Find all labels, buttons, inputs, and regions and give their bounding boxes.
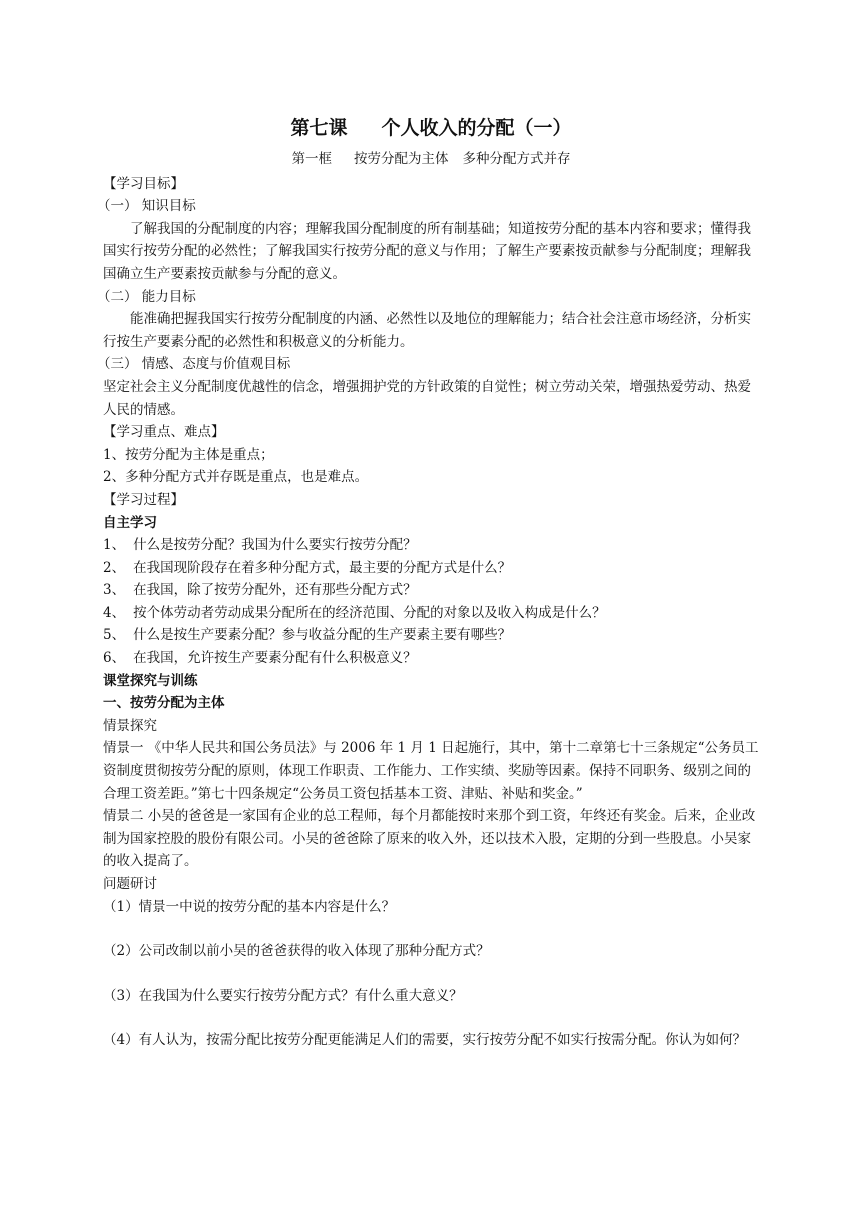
- document-content: [97, 112, 759, 1052]
- keypoints-heading: 【学习重点、难点】: [103, 424, 225, 441]
- knowledge-goal-heading: （一） 知识目标: [97, 198, 196, 215]
- page-title: [103, 112, 759, 144]
- section-one-heading: 一、按劳分配为主体: [103, 695, 225, 712]
- class-section-heading: 课堂探究与训练: [103, 672, 198, 689]
- self-study-item: 6、 在我国，允许按生产要素分配有什么积极意义？: [103, 650, 417, 667]
- self-study-item: 3、 在我国，除了按劳分配外，还有那些分配方式？: [103, 582, 417, 599]
- emotion-goal-heading: （三） 情感、态度与价值观目标: [97, 356, 291, 373]
- scenario-one: 情景一 《中华人民共和国公务员法》与 2006 年 1 月 1 日起施行，其中，第十二章第七十三条规定“公务员工资制度贯彻按劳分配的原则，体现工作职责、工作能力、工作实绩、奖励等因素。保持不同职务、级别之间的合理工资差距。”第七十四条规定“公务员工资包括基本工资、津贴、补贴和奖金。”: [103, 740, 759, 802]
- self-study-item: 4、 按个体劳动者劳动成果分配所在的经济范围、分配的对象以及收入构成是什么？: [103, 604, 606, 621]
- self-study-item: 2、 在我国现阶段存在着多种分配方式，最主要的分配方式是什么？: [103, 559, 512, 576]
- question-item: （3）在我国为什么要实行按劳分配方式？有什么重大意义？: [103, 987, 463, 1004]
- subtitle-part1: 按劳分配为主体: [354, 151, 449, 167]
- keypoint-item: 1、按劳分配为主体是重点；: [103, 446, 274, 463]
- questions-heading: 问题研讨: [103, 876, 157, 892]
- scenario-two: 情景二 小吴的爸爸是一家国有企业的总工程师，每个月都能按时来那个到工资，年终还有奖金。后来，企业改制为国家控股的股份有限公司。小吴的爸爸除了原来的收入外，还以技术入股，定期的分到一些股息。小吴家的收入提高了。: [103, 808, 756, 870]
- page-subtitle: [103, 148, 759, 171]
- goals-heading: 【学习目标】: [103, 175, 184, 192]
- scenario-heading: 情景探究: [103, 717, 157, 734]
- knowledge-goal-text: 了解我国的分配制度的内容；理解我国分配制度的所有制基础；知道按劳分配的基本内容和要求；懂得我国实行按劳分配的必然性；了解我国实行按劳分配的意义与作用；了解生产要素按贡献参与分配制度；理解我国确立生产要素按贡献参与分配的意义。: [103, 220, 751, 282]
- process-heading: 【学习过程】: [103, 491, 184, 508]
- lesson-topic: 个人收入的分配（一）: [381, 117, 572, 139]
- keypoint-item: 2、多种分配方式并存既是重点，也是难点。: [103, 469, 369, 486]
- question-item: （1）情景一中说的按劳分配的基本内容是什么？: [103, 898, 396, 915]
- self-study-item: 5、 什么是按生产要素分配？参与收益分配的生产要素主要有哪些？: [103, 627, 512, 644]
- question-item: （2）公司改制以前小吴的爸爸获得的收入体现了那种分配方式？: [103, 943, 490, 960]
- ability-goal-heading: （二） 能力目标: [97, 288, 196, 305]
- question-item: （4）有人认为，按需分配比按劳分配更能满足人们的需要，实行按劳分配不如实行按需分配。你认为如何？: [103, 1032, 747, 1049]
- self-study-heading: 自主学习: [103, 514, 157, 531]
- self-study-item: 1、 什么是按劳分配？我国为什么要实行按劳分配？: [103, 537, 417, 554]
- lesson-number: 第七课: [290, 117, 348, 139]
- emotion-goal-text: 坚定社会主义分配制度优越性的信念，增强拥护党的方针政策的自觉性；树立劳动关荣，增强热爱劳动、热爱人民的情感。: [103, 378, 751, 418]
- subtitle-part2: 多种分配方式并存: [462, 151, 571, 167]
- subtitle-frame: 第一框: [291, 151, 332, 167]
- ability-goal-text: 能准确把握我国实行按劳分配制度的内涵、必然性以及地位的理解能力；结合社会注意市场经济，分析实行按生产要素分配的必然性和积极意义的分析能力。: [103, 311, 751, 350]
